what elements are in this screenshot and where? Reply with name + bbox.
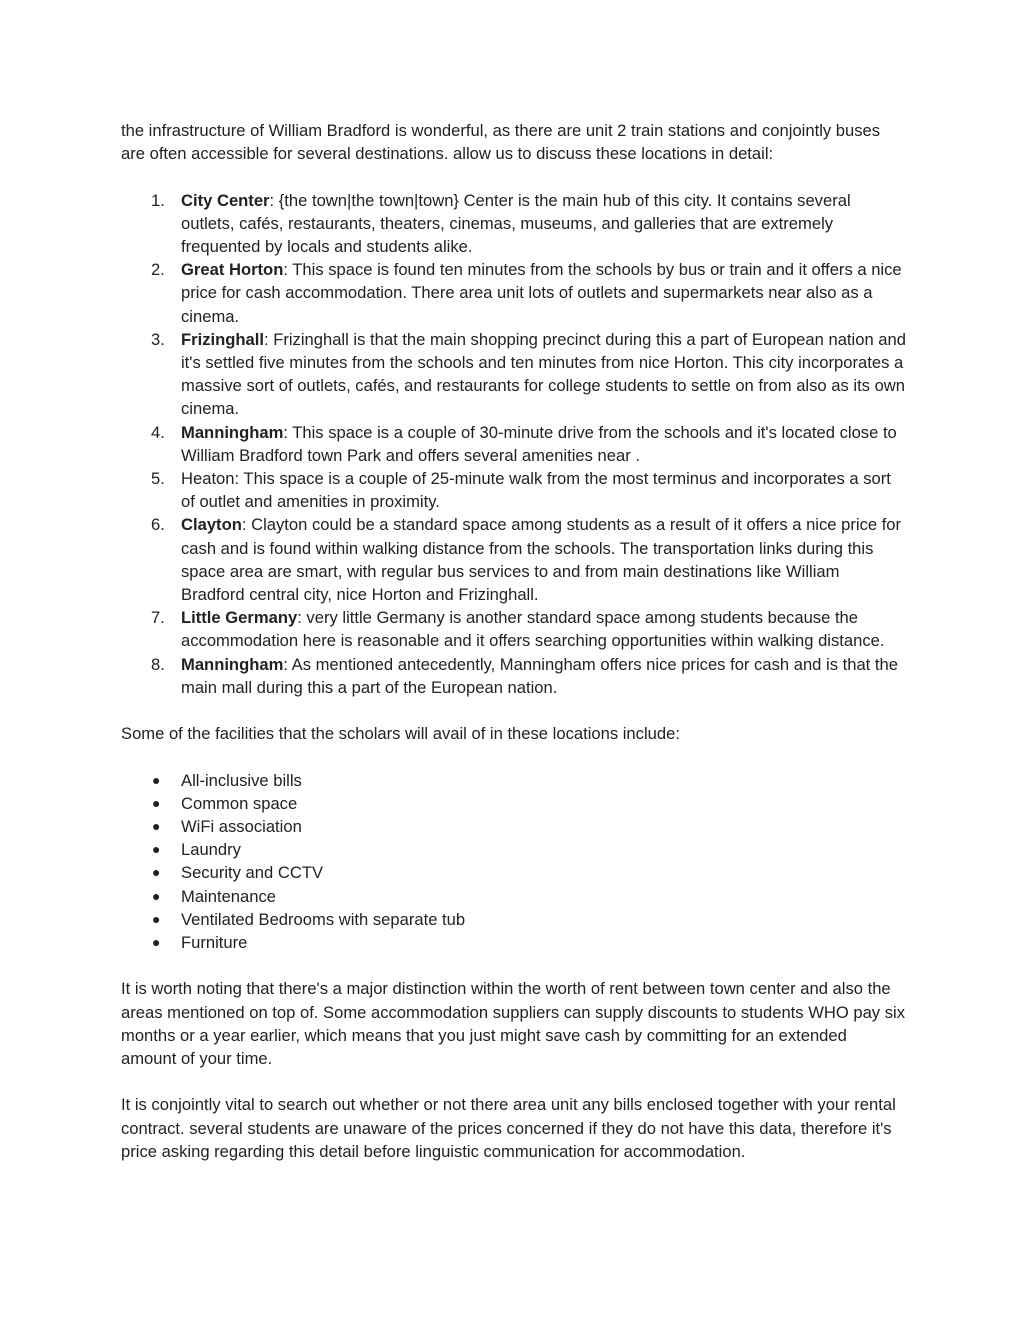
facility-label: Ventilated Bedrooms with separate tub — [181, 909, 466, 929]
bullet-icon: ● — [152, 841, 161, 858]
location-item — [121, 258, 906, 328]
paragraph-spacer — [121, 954, 906, 977]
facility-label: All-inclusive bills — [181, 770, 302, 790]
bills-paragraph: It is conjointly vital to search out whether or not there area unit any bills enclosed together with your rental contract. several students are unaware of the prices concerned if they do not have this data, therefore it's price asking regarding this detail before linguistic communication for accommodation. — [121, 1095, 896, 1161]
list-number: 7. — [151, 608, 165, 628]
location-item — [121, 513, 906, 606]
location-name: Manningham — [181, 654, 284, 674]
intro-paragraph: the infrastructure of William Bradford is wonderful, as there are unit 2 train stations and conjointly buses are often accessible for several destinations. allow us to discuss these locations in detail: — [121, 121, 881, 164]
list-number: 8. — [151, 654, 165, 674]
location-description: : very little Germany is another standard space among students because the accommodation here is reasonable and it offers searching opportunities within walking distance. — [181, 608, 885, 651]
list-number: 1. — [151, 190, 165, 210]
location-item — [121, 606, 906, 652]
list-number: 5. — [151, 469, 165, 489]
facility-item — [121, 885, 906, 908]
bullet-icon: ● — [152, 864, 161, 881]
bullet-icon: ● — [152, 818, 161, 835]
location-name: Little Germany — [181, 608, 298, 628]
facility-label: Maintenance — [181, 886, 277, 906]
list-number: 6. — [151, 515, 165, 535]
location-name: City Center — [181, 190, 270, 210]
location-description: : {the town|the town|town} Center is the main hub of this city. It contains several outlets, cafés, restaurants, theaters, cinemas, museums, and galleries that are extremely frequented by locals and students alike. — [181, 190, 851, 256]
bullet-icon: ● — [152, 794, 161, 811]
facility-item — [121, 931, 906, 954]
facility-label: Laundry — [181, 840, 241, 860]
list-number: 2. — [151, 260, 165, 280]
list-number: 4. — [151, 422, 165, 442]
facility-label: Common space — [181, 793, 298, 813]
location-description: : Frizinghall is that the main shopping precinct during this a part of European nation and it's settled five minutes from the schools and ten minutes from nice Horton. This city incorporates a massive sort of outlets, cafés, and restaurants for college students to settle on from also as its own cinema. — [181, 329, 906, 419]
location-item — [121, 421, 906, 467]
bullet-icon: ● — [152, 771, 161, 788]
location-item — [121, 467, 906, 513]
paragraph-spacer — [121, 699, 906, 722]
facility-label: Furniture — [181, 933, 248, 953]
location-description: : This space is found ten minutes from the schools by bus or train and it offers a nice price for cash accommodation. There area unit lots of outlets and supermarkets near also as a cinema. — [181, 260, 902, 326]
location-description: : This space is a couple of 30-minute drive from the schools and it's located close to William Bradford town Park and offers several amenities near . — [181, 422, 897, 465]
bullet-icon: ● — [152, 934, 161, 951]
location-description: : Clayton could be a standard space among students as a result of it offers a nice price for cash and is found within walking distance from the schools. The transportation links during this space area are smart, with regular bus services to and from main destinations like William Bradford central city, nice Horton and Frizinghall. — [181, 515, 902, 605]
bullet-icon: ● — [152, 910, 161, 927]
list-number: 3. — [151, 329, 165, 349]
facility-item — [121, 908, 906, 931]
rent-paragraph: It is worth noting that there's a major distinction within the worth of rent between town center and also the areas mentioned on top of. Some accommodation suppliers can supply discounts to students WHO pay six months or a year earlier, which means that you just might save cash by committing for an extended amount of your time. — [121, 979, 905, 1069]
location-name: Great Horton — [181, 260, 284, 280]
facility-item — [121, 815, 906, 838]
location-name: Manningham — [181, 422, 284, 442]
facility-label: Security and CCTV — [181, 863, 324, 883]
facility-item — [121, 769, 906, 792]
facility-label: WiFi association — [181, 817, 302, 837]
paragraph-spacer — [121, 745, 906, 768]
location-item — [121, 328, 906, 421]
location-description: Heaton: This space is a couple of 25-minute walk from the most terminus and incorporates a sort of outlet and amenities in proximity. — [181, 469, 891, 512]
location-description: : As mentioned antecedently, Manningham offers nice prices for cash and is that the main mall during this a part of the European nation. — [181, 654, 898, 697]
locations-list — [121, 189, 906, 699]
facility-item — [121, 838, 906, 861]
facilities-intro: Some of the facilities that the scholars will avail of in these locations include: — [121, 724, 680, 744]
document-body — [121, 119, 906, 1163]
bullet-icon: ● — [152, 887, 161, 904]
facilities-list — [121, 769, 906, 955]
location-name: Clayton — [181, 515, 242, 535]
facility-item — [121, 861, 906, 884]
facility-item — [121, 792, 906, 815]
paragraph-spacer — [121, 1070, 906, 1093]
location-item — [121, 189, 906, 259]
paragraph-spacer — [121, 165, 906, 188]
location-name: Frizinghall — [181, 329, 264, 349]
location-item — [121, 653, 906, 699]
